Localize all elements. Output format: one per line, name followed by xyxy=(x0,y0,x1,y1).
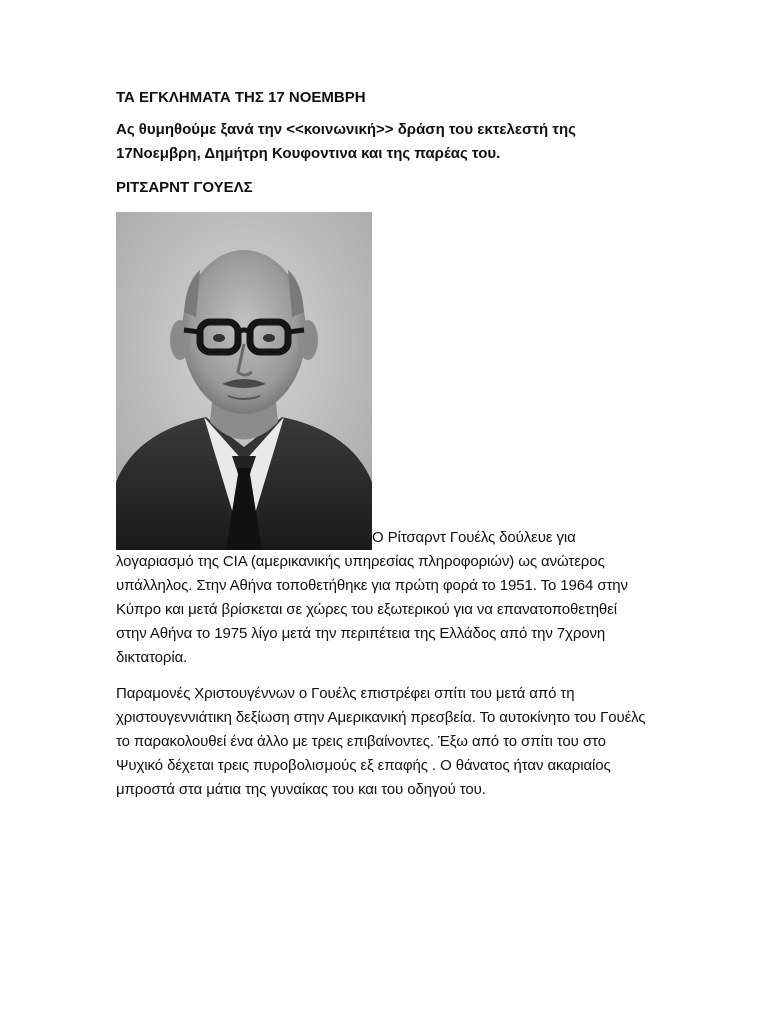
section-heading: ΡΙΤΣΑΡΝΤ ΓΟΥΕΛΣ xyxy=(116,179,253,196)
document-title: ΤΑ ΕΓΚΛΗΜΑΤΑ ΤΗΣ 17 ΝΟΕΜΒΡΗ xyxy=(116,89,366,106)
paragraph-2: Παραμονές Χριστουγέννων ο Γουέλς επιστρέφει σπίτι του μετά από τη χριστουγεννιάτικη δεξίωση στην Αμερικανική πρεσβεία. Το αυτοκίνητο του Γουέλς το παρακολουθεί ένα άλλο με τρεις επιβαίνοντες. Έξω από το σπίτι του στο Ψυχικό δέχεται τρεις πυροβολισμούς εξ επαφής . Ο θάνατος ήταν ακαριαίος μπροστά στα μάτια της γυναίκας του και του οδηγού του. xyxy=(116,685,646,798)
paragraph-first xyxy=(116,212,650,670)
document-page xyxy=(116,86,650,814)
intro-text: Ας θυμηθούμε ξανά την <<κοινωνική>> δράση του εκτελεστή της 17Νοεμβρη, Δημήτρη Κουφοντινα και της παρέας του. xyxy=(116,121,576,162)
paragraph-1-text: Ο Ρίτσαρντ Γουέλς δούλευε για λογαριασμό της CIA (αμερικανικής υπηρεσίας πληροφοριών) ως ανώτερος υπάλληλος. Στην Αθήνα τοποθετήθηκε για πρώτη φορά το 1951. Το 1964 στην Κύπρο και μετά βρίσκεται σε χώρες του εξωτερικού για να επανατοποθετηθεί στην Αθήνα το 1975 λίγο μετά την περιπέτεια της Ελλάδος από την 7χρονη δικτατορία. xyxy=(116,529,628,666)
portrait-photo-icon xyxy=(116,212,372,550)
portrait-photo xyxy=(116,212,372,550)
photo-paragraph xyxy=(116,212,650,670)
